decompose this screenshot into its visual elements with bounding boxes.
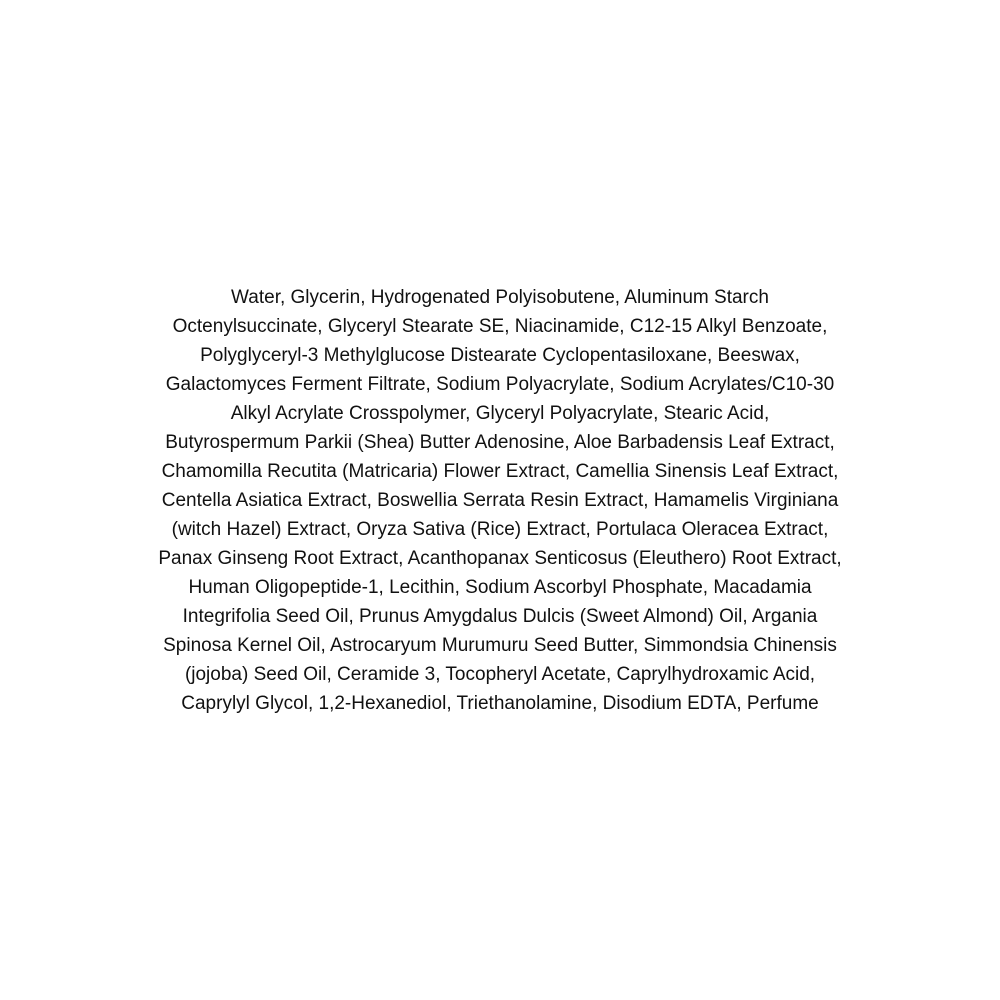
ingredients-line-8: Centella Asiatica Extract, Boswellia Serrata Resin Extract, Hamamelis Virginiana bbox=[161, 490, 839, 511]
ingredients-line-15: Caprylyl Glycol, 1,2-Hexanediol, Triethanolamine, Disodium EDTA, Perfume bbox=[181, 693, 819, 714]
ingredients-line-1: Water, Glycerin, Hydrogenated Polyisobutene, Aluminum Starch bbox=[231, 287, 769, 308]
ingredients-line-9: (witch Hazel) Extract, Oryza Sativa (Rice) Extract, Portulaca Oleracea Extract, bbox=[171, 519, 829, 540]
ingredients-line-7: Chamomilla Recutita (Matricaria) Flower Extract, Camellia Sinensis Leaf Extract, bbox=[161, 461, 839, 482]
ingredients-line-5: Alkyl Acrylate Crosspolymer, Glyceryl Polyacrylate, Stearic Acid, bbox=[230, 403, 770, 424]
ingredients-list bbox=[0, 283, 1000, 718]
ingredients-line-6: Butyrospermum Parkii (Shea) Butter Adenosine, Aloe Barbadensis Leaf Extract, bbox=[165, 432, 835, 453]
ingredients-line-14: (jojoba) Seed Oil, Ceramide 3, Tocopheryl Acetate, Caprylhydroxamic Acid, bbox=[184, 664, 816, 685]
ingredients-line-2: Octenylsuccinate, Glyceryl Stearate SE, Niacinamide, C12-15 Alkyl Benzoate, bbox=[172, 316, 828, 337]
ingredients-line-10: Panax Ginseng Root Extract, Acanthopanax Senticosus (Eleuthero) Root Extract, bbox=[158, 548, 842, 569]
ingredients-line-3: Polyglyceryl-3 Methylglucose Distearate Cyclopentasiloxane, Beeswax, bbox=[200, 345, 800, 366]
ingredients-line-12: Integrifolia Seed Oil, Prunus Amygdalus Dulcis (Sweet Almond) Oil, Argania bbox=[182, 606, 818, 627]
ingredients-line-13: Spinosa Kernel Oil, Astrocaryum Murumuru Seed Butter, Simmondsia Chinensis bbox=[163, 635, 837, 656]
ingredients-line-11: Human Oligopeptide-1, Lecithin, Sodium Ascorbyl Phosphate, Macadamia bbox=[188, 577, 812, 598]
ingredients-line-4: Galactomyces Ferment Filtrate, Sodium Polyacrylate, Sodium Acrylates/C10-30 bbox=[165, 374, 835, 395]
